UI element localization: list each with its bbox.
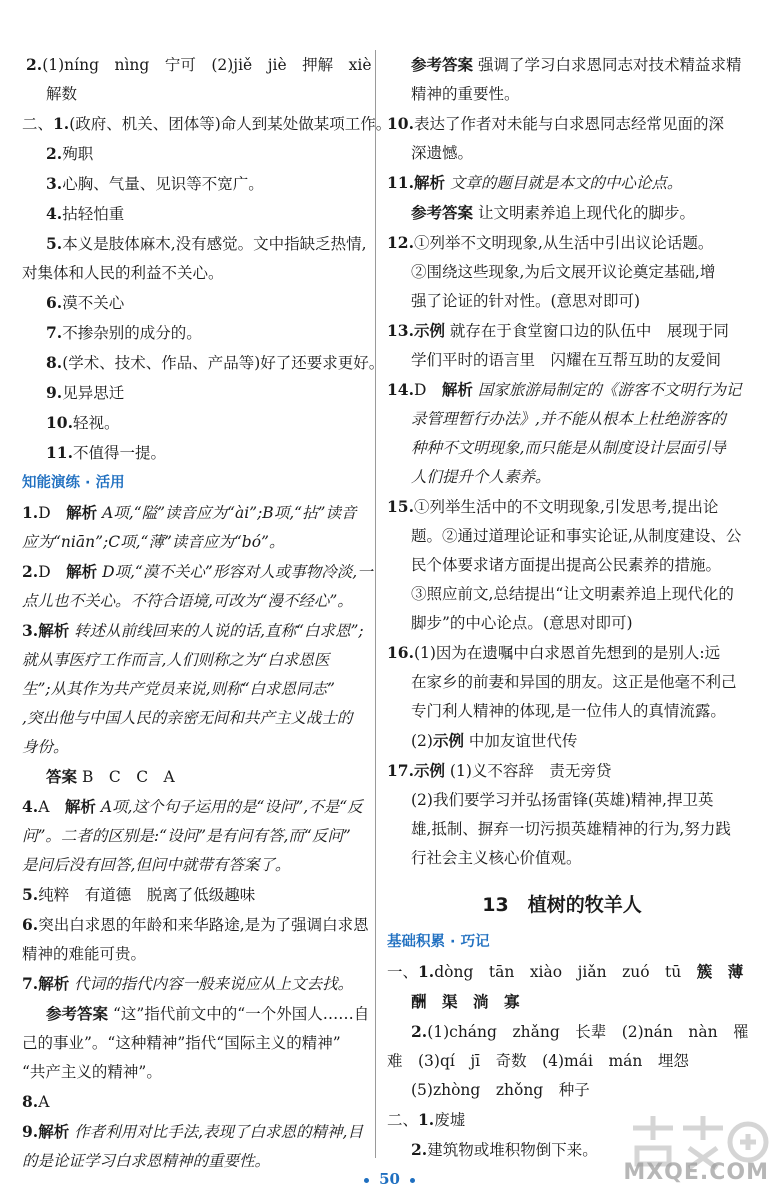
text-segment: 9. [22, 1122, 39, 1141]
text-segment: 就从事医疗工作而言,人们则称之为“白求恩医 [22, 651, 330, 669]
text-segment: 5. [22, 885, 39, 904]
text-segment: 应为“niān”;C项,“薄”读音应为“bó”。 [22, 533, 285, 551]
text-line [22, 109, 392, 139]
text-line [22, 169, 367, 199]
text-segment: 在家乡的前妻和异国的朋友。这正是他毫不利己 [411, 673, 737, 691]
text-line [387, 228, 737, 258]
text-segment: “共产主义的精神”。 [22, 1063, 162, 1081]
text-segment: 4. [22, 797, 39, 816]
text-line [387, 551, 737, 580]
text-segment: 解数 [46, 85, 78, 103]
text-segment: “这”指代前文中的“一个外国人……自 [108, 1005, 370, 1023]
text-segment: 精神的重要性。 [411, 85, 520, 103]
text-segment: ①列举生活中的不文明现象,引发思考,提出论 [413, 498, 719, 516]
text-line [387, 198, 737, 228]
text-line [387, 405, 737, 434]
text-segment: 题。②通过道理论证和事实论证,从制度建设、公 [411, 527, 742, 545]
text-segment: 是问后没有回答,但问中就带有答案了。 [22, 856, 291, 874]
text-line [22, 378, 367, 408]
text-line [22, 587, 367, 616]
text-segment: 10. [387, 114, 414, 133]
text-segment: 7. [46, 323, 63, 342]
text-segment: ,突出他与中国人民的亲密无间和共产主义战士的 [22, 709, 353, 727]
text-segment: A项,“隘”读音应为“ài”;B项,“拈”读音 [97, 504, 357, 522]
page-number-value: 50 [379, 1170, 400, 1188]
text-line [387, 316, 737, 346]
text-segment: 解析 [38, 1122, 70, 1141]
text-segment: 7. [22, 974, 39, 993]
right-column [387, 50, 749, 1165]
text-segment: 让文明素养追上现代化的脚步。 [473, 204, 695, 222]
text-segment: D [38, 504, 67, 522]
text-segment: 转述从前线回来的人说的话,直称“白求恩”; [69, 622, 364, 640]
text-segment: 9. [46, 383, 63, 402]
text-segment: 3. [22, 621, 39, 640]
text-segment: 拈轻怕重 [62, 205, 125, 223]
text-line [22, 762, 367, 792]
text-segment: (2) [411, 732, 433, 750]
text-segment: 6. [22, 915, 39, 934]
text-line [22, 969, 367, 999]
dot-icon [364, 1178, 369, 1183]
text-segment: 10. [46, 413, 73, 432]
text-line [22, 675, 367, 704]
text-segment: 13 植树的牧羊人 [482, 894, 642, 916]
text-line [387, 1017, 749, 1047]
text-line [387, 668, 737, 697]
text-line [22, 940, 367, 969]
text-segment: 1. [53, 114, 70, 133]
text-segment: 二、 [387, 1111, 419, 1129]
text-segment: A [38, 798, 65, 816]
text-segment: (1)因为在遗嘱中白求恩首先想到的是别人:远 [413, 644, 721, 662]
text-segment: 强了论证的针对性。(意思对即可) [411, 292, 641, 310]
text-segment: 1. [418, 962, 435, 981]
text-line [22, 50, 372, 80]
text-line [22, 1117, 367, 1147]
text-segment: 示例 [413, 321, 445, 340]
text-segment: 的是论证学习白求恩精神的重要性。 [22, 1152, 271, 1170]
text-segment: 1. [418, 1110, 435, 1129]
text-segment: A [38, 1093, 50, 1111]
text-segment: 2. [411, 1140, 428, 1159]
text-segment: (1)níng nìng 宁可 (2)jiě jiè 押解 xiè [42, 56, 372, 74]
text-segment: 解析 [38, 621, 70, 640]
text-segment: D [38, 563, 67, 581]
text-segment: 解析 [66, 562, 98, 581]
text-segment: 脚步”的中心论点。(意思对即可) [411, 614, 633, 632]
text-segment: 不值得一提。 [72, 444, 166, 462]
text-segment: 2. [22, 562, 39, 581]
text-segment: 3. [46, 174, 63, 193]
text-line [22, 822, 367, 851]
text-line [387, 375, 742, 405]
text-segment: (学术、技术、作品、产品等)好了还要求更好。 [62, 354, 385, 372]
text-segment: 代词的指代内容一般来说应从上文去找。 [69, 975, 354, 993]
text-segment: (1)义不容辞 责无旁贷 [444, 762, 612, 780]
text-segment: 点儿也不关心。不符合语境,可改为“漫不经心”。 [22, 592, 353, 610]
text-segment: 17. [387, 761, 414, 780]
text-line [22, 438, 367, 468]
chapter-title [387, 883, 737, 927]
text-segment: 参考答案 [46, 1004, 109, 1023]
text-segment: 难 (3)qí jī 奇数 (4)mái mán 埋怨 [387, 1052, 689, 1070]
text-segment: 生”;从其作为共产党员来说,则称“白求恩同志” [22, 680, 335, 698]
text-segment: 学们平时的语言里 闪耀在互帮互助的友爱间 [411, 351, 722, 369]
text-segment: 中加友谊世代传 [463, 732, 578, 750]
text-segment: 见异思迁 [62, 384, 125, 402]
text-segment: 11. [387, 173, 414, 192]
text-segment: 1. [22, 503, 39, 522]
text-segment: 心胸、气量、见识等不宽广。 [62, 175, 264, 193]
text-segment: 解析 [38, 974, 70, 993]
text-segment: 问”。二者的区别是:“设问”是有问有答,而“反问” [22, 827, 351, 845]
text-line [22, 199, 367, 229]
text-line [22, 704, 367, 733]
text-segment: 轻视。 [72, 414, 120, 432]
text-segment: 雄,抵制、摒弃一切污损英雄精神的行为,努力践 [411, 820, 731, 838]
text-segment: 8. [22, 1092, 39, 1111]
text-line [387, 726, 737, 756]
text-segment: ①列举不文明现象,从生活中引出议论话题。 [413, 234, 714, 252]
text-line [22, 646, 367, 675]
text-line [22, 80, 367, 109]
text-line [387, 987, 737, 1017]
text-segment: 己的事业”。“这种精神”指代“国际主义的精神” [22, 1034, 341, 1052]
text-segment: 深遗憾。 [411, 144, 474, 162]
section-heading [387, 927, 737, 957]
text-segment: 身份。 [22, 738, 69, 756]
text-line [387, 50, 742, 80]
text-segment: 示例 [432, 731, 464, 750]
text-line [387, 168, 737, 198]
text-segment: 行社会主义核心价值观。 [411, 849, 582, 867]
text-segment: (2)我们要学习并弘扬雷锋(英雄)精神,捍卫英 [411, 791, 714, 809]
text-segment: 专门利人精神的体现,是一位伟人的真情流露。 [411, 702, 726, 720]
text-segment: 废墟 [434, 1111, 466, 1129]
watermark-text: MXQE.COM [623, 1160, 769, 1185]
text-line [387, 844, 737, 873]
text-segment: 漠不关心 [62, 294, 125, 312]
text-segment: 13. [387, 321, 414, 340]
text-line [387, 287, 737, 316]
text-segment: 国家旅游局制定的《游客不文明行为记 [472, 381, 742, 399]
text-segment: 解析 [66, 503, 98, 522]
text-line [387, 492, 737, 522]
text-segment: 人们提升个人素养。 [411, 468, 551, 486]
text-line [387, 522, 742, 551]
text-segment: 强调了学习白求恩同志对技术精益求精 [473, 56, 742, 74]
text-segment: 就存在于食堂窗口边的队伍中 展现于同 [444, 322, 729, 340]
text-line [22, 408, 367, 438]
text-line [22, 318, 367, 348]
text-line [387, 139, 737, 168]
text-line [22, 259, 367, 288]
text-segment: 一、 [387, 963, 419, 981]
text-segment: 精神的难能可贵。 [22, 945, 147, 963]
text-segment: 参考答案 [411, 55, 474, 74]
text-segment: D项,“漠不关心”形容对人或事物冷淡,一 [97, 563, 373, 581]
text-segment: dòng tān xiào jiǎn zuó tū [434, 963, 697, 981]
text-line [22, 880, 367, 910]
text-segment: (1)cháng zhǎng 长辈 (2)nán nàn 罹 [427, 1023, 749, 1041]
text-line [387, 258, 737, 287]
text-line [22, 999, 370, 1029]
text-line [387, 1047, 737, 1076]
text-segment: 民个体要求诸方面提出提高公民素养的措施。 [411, 556, 722, 574]
text-segment: 建筑物或堆积物倒下来。 [427, 1141, 598, 1159]
text-segment: 作者利用对比手法,表现了白求恩的精神,目 [69, 1123, 363, 1141]
text-segment: 二、 [22, 115, 54, 133]
text-line [387, 786, 737, 815]
text-line [387, 346, 737, 375]
text-segment: ③照应前文,总结提出“让文明素养追上现代化的 [411, 585, 734, 603]
text-line [22, 528, 367, 557]
text-line [22, 498, 367, 528]
text-segment: B C C A [77, 768, 175, 786]
text-line [22, 792, 367, 822]
text-line [387, 1076, 737, 1105]
text-segment: 11. [46, 443, 73, 462]
text-segment: 2. [26, 55, 43, 74]
text-segment: 2. [411, 1022, 428, 1041]
text-segment: (5)zhòng zhǒng 种子 [411, 1081, 590, 1099]
text-segment: 本义是肢体麻木,没有感觉。文中指缺乏热情, [62, 235, 367, 253]
column-divider [375, 50, 376, 1158]
text-line [387, 80, 737, 109]
dot-icon [410, 1178, 415, 1183]
text-segment: ②围绕这些现象,为后文展开议论奠定基础,增 [411, 263, 716, 281]
text-segment: 突出白求恩的年龄和来华路途,是为了强调白求恩 [38, 916, 369, 934]
text-segment: 8. [46, 353, 63, 372]
text-line [22, 288, 367, 318]
text-segment: 16. [387, 643, 414, 662]
text-line [387, 463, 737, 492]
text-line [22, 910, 367, 940]
text-segment: 12. [387, 233, 414, 252]
text-line [387, 815, 737, 844]
text-line [22, 557, 373, 587]
text-line [387, 434, 737, 463]
left-column [22, 50, 392, 1176]
text-segment: 表达了作者对未能与白求恩同志经常见面的深 [413, 115, 724, 133]
text-segment: 示例 [413, 761, 445, 780]
text-segment: 6. [46, 293, 63, 312]
text-segment: 知能演练 · 活用 [22, 475, 125, 491]
text-segment: D [413, 381, 442, 399]
text-line [22, 851, 367, 880]
text-segment: 对集体和人民的利益不关心。 [22, 264, 224, 282]
text-line [22, 229, 367, 259]
text-segment: 2. [46, 144, 63, 163]
text-segment: 文章的题目就是本文的中心论点。 [444, 174, 683, 192]
text-segment: 解析 [413, 173, 445, 192]
text-line [22, 1029, 367, 1058]
text-segment: 解析 [441, 380, 473, 399]
text-segment: 基础积累 · 巧记 [387, 934, 490, 950]
text-line [387, 697, 737, 726]
text-line [387, 957, 744, 987]
text-segment: 殉职 [62, 145, 94, 163]
text-line [387, 638, 737, 668]
text-line [22, 733, 367, 762]
section-heading [22, 468, 367, 498]
text-segment: 参考答案 [411, 203, 474, 222]
text-line [387, 609, 737, 638]
text-line [22, 616, 367, 646]
text-line [22, 139, 367, 169]
text-line [387, 109, 737, 139]
text-segment: 5. [46, 234, 63, 253]
text-segment: 纯粹 有道德 脱离了低级趣味 [38, 886, 256, 904]
text-segment: 答案 [46, 767, 78, 786]
text-segment: A项,这个句子运用的是“设问”,不是“反 [95, 798, 363, 816]
text-line [387, 756, 737, 786]
text-line [22, 1087, 367, 1117]
text-segment: 酬 渠 淌 寡 [411, 992, 520, 1011]
text-segment: 14. [387, 380, 414, 399]
text-segment: (政府、机关、团体等)命人到某处做某项工作。 [69, 115, 392, 133]
text-line [387, 580, 737, 609]
text-segment: 不掺杂别的成分的。 [62, 324, 202, 342]
text-segment: 4. [46, 204, 63, 223]
text-segment: 解析 [64, 797, 96, 816]
text-segment: 录管理暂行办法》,并不能从根本上杜绝游客的 [411, 410, 726, 428]
text-segment: 种种不文明现象,而只能是从制度设计层面引导 [411, 439, 726, 457]
text-line [22, 1058, 367, 1087]
text-line [22, 348, 385, 378]
text-segment: 15. [387, 497, 414, 516]
text-segment: 簇 薄 [696, 962, 744, 981]
